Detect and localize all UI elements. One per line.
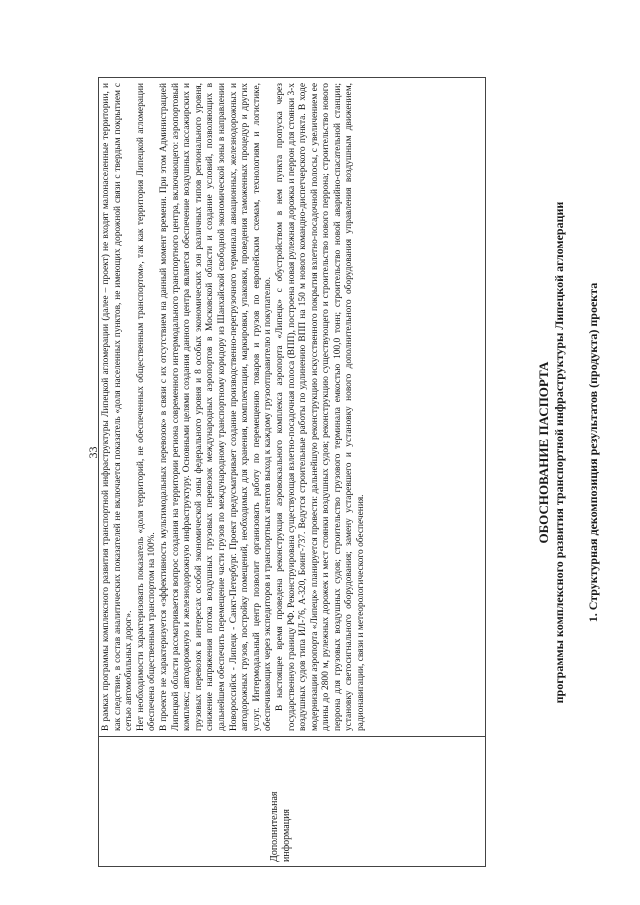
paragraph: В проекте не характеризуется «эффективность мультимодальных перевозок» в связи с их отсутствием на данный момент времени. При этом Администрацией Липецкой области рассматривается вопрос создания на территории региона современного интермодального транспортного центра, включающего: аэропортовый комплекс; автодорожную и железнодорожную инфраструктуру. Основными целями создания данного центра является обеспечение воздушных пассажирских и грузовых перевозок в интересах особой экономической зоны федерального уровня и 8 особых экономических зон различных типов регионального уровня, снижение напряжения потока воздушных грузовых перевозок международных аэропортов в Московской области и создание условий, позволяющих в дальнейшем обеспечить перемещение части грузов по международному транспортному коридору из Шанхайской свободной экономической зоны в направлении Новороссийск - Липецк - Санкт-Петербург. Проект предусматривает создание производственно-перегрузочного терминала авиационных, железнодорожных и автодорожных грузов, постройку помещений, необходимых для хранения, комплектации, маркировки, упаковки, проведения таможенных процедур и других услуг. Интермодальный центр позволит организовать работу по перемещению товаров и грузов по европейским схемам, технологиям и логистике, обеспечивающих через экспедиторов и транспортных агентов выход к каждому грузоотправителю и покупателю.	[158, 83, 274, 731]
page-number: 33	[86, 446, 100, 459]
paragraph: В настоящее время проведена реконструкция аэровокзального комплекса аэропорта «Липецк» с обустройством в нем пункта пропуска через государственную границу РФ. Реконструирована существующая взлетно-посадочная полоса (ВПП), построена новая рулежная дорожка и перрон для стоянки 3-х воздушных судов типа ИЛ-76, А-320, Боинг-737. Ведутся строительные работы по удлинению ВПП на 150 м нового командно-диспетчерского пункта. В ходе модернизации аэропорта «Липецк» планируется провести: дальнейшую реконструкцию искусственного покрытия взлетно-посадочной полосы, с увеличением ее длины до 2800 м, рулежных дорожек и мест стоянки воздушных судов; реконструкцию существующего и строительство нового перрона; строительство нового перрона для грузовых воздушных судов; строительство грузового терминала емкостью 100,0 тонн; строительство новой аварийно-спасательной станции; установку светосигнального оборудования; замену устаревшего и установку нового дополнительного оборудования управления воздушным движением, радионавигации, связи и метеорологического обеспечения.	[274, 83, 367, 731]
section-title: 1. Структурная декомпозиция результатов (продукта) проекта	[586, 282, 600, 623]
table-label: Дополнительная информация	[269, 791, 292, 862]
section-heading	[536, 10, 601, 895]
paragraph: Нет необходимости характеризовать показатель «доля территорий, не обеспеченных общественным транспортом», так как территория Липецкой агломерации обеспечена общественным транспортом на 100%.	[135, 83, 158, 731]
additional-info-table	[98, 77, 486, 867]
table-content-cell	[99, 78, 485, 736]
heading-title: ОБОСНОВАНИЕ ПАСПОРТА	[536, 361, 551, 544]
table-label-cell	[99, 736, 485, 866]
heading-subtitle: программы комплексного развития транспортной инфраструктуры Липецкой агломерации	[552, 201, 566, 704]
paragraph: В рамках программы комплексного развития транспортной инфраструктуры Липецкой агломерации (далее – проект) не входят малонаселенные территории, и как следствие, в состав аналитических показателей не включается показатель «доля населенных пунктов, не имеющих дорожной связи с твердым покрытием с сетью автомобильных дорог».	[101, 83, 135, 731]
